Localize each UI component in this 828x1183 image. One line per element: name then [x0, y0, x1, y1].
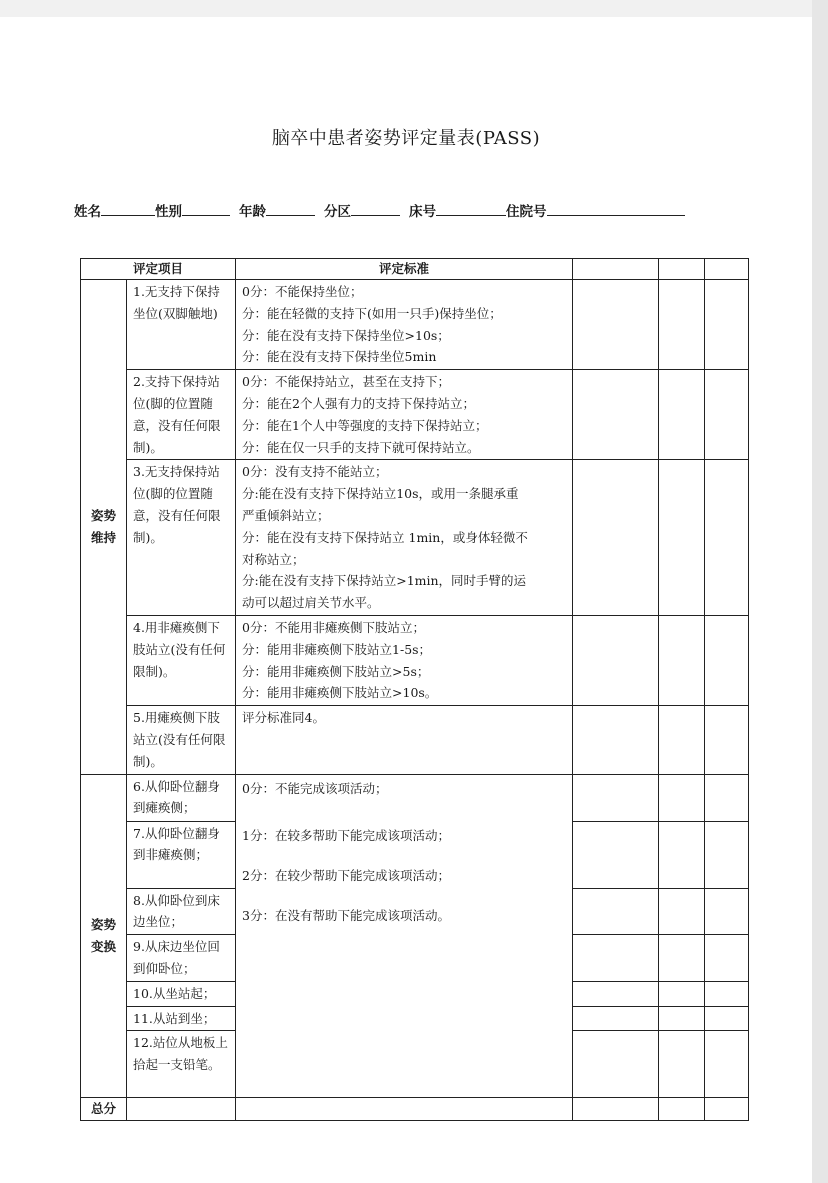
- name-label: 姓名: [74, 204, 101, 220]
- header-item: 评定项目: [81, 259, 236, 280]
- table-row: [81, 280, 749, 370]
- score-cell[interactable]: [659, 1006, 705, 1031]
- score-cell[interactable]: [573, 615, 659, 705]
- item-label: 2.支持下保持站位(脚的位置随意，没有任何限制)。: [127, 370, 236, 460]
- score-cell[interactable]: [659, 888, 705, 935]
- score-cell[interactable]: [659, 821, 705, 888]
- table-row: [81, 370, 749, 460]
- page-title: 脑卒中患者姿势评定量表(PASS): [271, 128, 541, 149]
- item-label: 5.用瘫痪侧下肢站立(没有任何限制)。: [127, 706, 236, 774]
- category-change: 姿势 变换: [81, 774, 127, 1098]
- item-label: 4.用非瘫痪侧下肢站立(没有任何限制)。: [127, 615, 236, 705]
- table-row: [81, 706, 749, 774]
- criteria-cell: 0分：没有支持不能站立； 分:能在没有支持下保持站立10s，或用一条腿承重 严重倾斜站立； 分：能在没有支持下保持站立 1min，或身体轻微不 对称站立； 分:能在没有支持下保持站立>1min，同时手臂的运 动可以超过肩关节水平。: [236, 460, 573, 616]
- score-cell[interactable]: [705, 1031, 749, 1098]
- item-label: 6.从仰卧位翻身到瘫痪侧；: [127, 774, 236, 821]
- admission-blank[interactable]: [547, 201, 685, 216]
- score-cell[interactable]: [705, 774, 749, 821]
- score-cell[interactable]: [573, 460, 659, 616]
- score-cell[interactable]: [573, 280, 659, 370]
- score-header-cell[interactable]: [659, 259, 705, 280]
- criteria-cell: 0分：不能保持站立，甚至在支持下； 分：能在2个人强有力的支持下保持站立； 分：能在1个人中等强度的支持下保持站立； 分：能在仅一只手的支持下就可保持站立。: [236, 370, 573, 460]
- score-cell[interactable]: [659, 981, 705, 1006]
- item-label: 3.无支持保持站位(脚的位置随意，没有任何限制)。: [127, 460, 236, 616]
- score-cell[interactable]: [705, 1006, 749, 1031]
- score-cell[interactable]: [705, 981, 749, 1006]
- score-cell[interactable]: [659, 706, 705, 774]
- bed-blank[interactable]: [436, 201, 506, 216]
- score-header-cell[interactable]: [705, 259, 749, 280]
- score-cell[interactable]: [705, 615, 749, 705]
- top-bar: [0, 0, 828, 17]
- total-score-cell[interactable]: [705, 1098, 749, 1121]
- table-row: [81, 460, 749, 616]
- header-row: [81, 259, 749, 280]
- ward-label: 分区: [324, 204, 351, 220]
- score-cell[interactable]: [573, 706, 659, 774]
- total-row: [81, 1098, 749, 1121]
- item-label: 9.从床边坐位回到仰卧位；: [127, 935, 236, 982]
- score-cell[interactable]: [659, 460, 705, 616]
- score-cell[interactable]: [705, 460, 749, 616]
- admission-label: 住院号: [506, 204, 547, 220]
- score-cell[interactable]: [659, 935, 705, 982]
- criteria-cell: 0分：不能保持坐位； 分：能在轻微的支持下(如用一只手)保持坐位； 分：能在没有支持下保持坐位>10s； 分：能在没有支持下保持坐位5min: [236, 280, 573, 370]
- age-label: 年龄: [239, 204, 266, 220]
- score-cell[interactable]: [705, 370, 749, 460]
- name-blank[interactable]: [101, 201, 155, 216]
- criteria-cell: 0分：不能用非瘫痪侧下肢站立； 分：能用非瘫痪侧下肢站立1-5s； 分：能用非瘫痪侧下肢站立>5s； 分：能用非瘫痪侧下肢站立>10s。: [236, 615, 573, 705]
- category-maintain: 姿势 维持: [81, 280, 127, 775]
- table-row: [81, 615, 749, 705]
- item-label: 7.从仰卧位翻身到非瘫痪侧；: [127, 821, 236, 888]
- score-cell[interactable]: [573, 935, 659, 982]
- total-label: 总分: [81, 1098, 127, 1121]
- score-cell[interactable]: [705, 280, 749, 370]
- score-cell[interactable]: [705, 706, 749, 774]
- change-criteria-cell: 0分：不能完成该项活动； 1分：在较多帮助下能完成该项活动； 2分：在较少帮助下能完成该项活动； 3分：在没有帮助下能完成该项活动。: [236, 774, 573, 1098]
- score-cell[interactable]: [659, 774, 705, 821]
- score-cell[interactable]: [573, 1031, 659, 1098]
- item-label: 8.从仰卧位到床边坐位；: [127, 888, 236, 935]
- score-cell[interactable]: [659, 615, 705, 705]
- age-blank[interactable]: [266, 201, 315, 216]
- patient-info-line: [74, 200, 685, 220]
- item-label: 12.站位从地板上拾起一支铅笔。: [127, 1031, 236, 1098]
- score-cell[interactable]: [705, 935, 749, 982]
- total-score-cell[interactable]: [659, 1098, 705, 1121]
- item-label: 11.从站到坐；: [127, 1006, 236, 1031]
- score-cell[interactable]: [659, 280, 705, 370]
- criteria-cell: 评分标准同4。: [236, 706, 573, 774]
- score-cell[interactable]: [705, 821, 749, 888]
- score-cell[interactable]: [659, 370, 705, 460]
- gender-blank[interactable]: [182, 201, 230, 216]
- total-cell[interactable]: [236, 1098, 573, 1121]
- score-cell[interactable]: [659, 1031, 705, 1098]
- item-label: 10.从坐站起；: [127, 981, 236, 1006]
- score-cell[interactable]: [573, 370, 659, 460]
- score-cell[interactable]: [573, 821, 659, 888]
- score-cell[interactable]: [573, 1006, 659, 1031]
- score-cell[interactable]: [573, 888, 659, 935]
- header-criteria: 评定标准: [236, 259, 573, 280]
- pass-table: [80, 258, 749, 1121]
- bed-label: 床号: [409, 204, 436, 220]
- total-score-cell[interactable]: [573, 1098, 659, 1121]
- score-cell[interactable]: [573, 981, 659, 1006]
- table-row: [81, 774, 749, 821]
- ward-blank[interactable]: [351, 201, 400, 216]
- score-cell[interactable]: [705, 888, 749, 935]
- score-header-cell[interactable]: [573, 259, 659, 280]
- score-cell[interactable]: [573, 774, 659, 821]
- gender-label: 性别: [155, 204, 182, 220]
- item-label: 1.无支持下保持坐位(双脚触地): [127, 280, 236, 370]
- scrollbar[interactable]: [812, 0, 828, 1183]
- total-cell[interactable]: [127, 1098, 236, 1121]
